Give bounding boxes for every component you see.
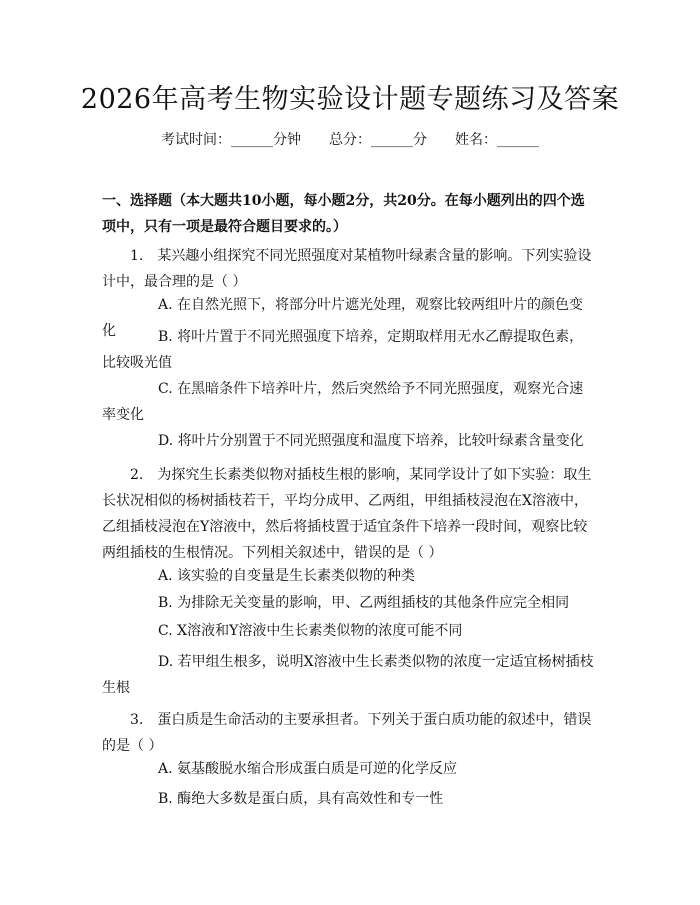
question-stem: 3. 蛋白质是生命活动的主要承担者。下列关于蛋白质功能的叙述中，错误的是（ ） [102,712,592,754]
question-2-option-a: A. 该实验的自变量是生长素类似物的种类 [158,568,416,584]
question-3-option-a: A. 氨基酸脱水缩合形成蛋白质是可逆的化学反应 [158,761,458,777]
question-1-option-b: B. 将叶片置于不同光照强度下培养，定期取样用无水乙醇提取色素，比较吸光值 [102,329,584,371]
question-2-option-b: B. 为排除无关变量的影响，甲、乙两组插枝的其他条件应完全相同 [158,595,570,611]
exam-time-field: 考试时间：______分钟 [161,132,301,148]
question-1-option-c: C. 在黑暗条件下培养叶片，然后突然给予不同光照强度，观察光合速率变化 [102,381,584,423]
section-heading-choice: 一、选择题（本大题共10小题，每小题2分，共20分。在每小题列出的四个选项中，只有一项是最符合题目要求的。） [102,193,585,235]
question-2-option-c: C. X溶液和Y溶液中生长素类似物的浓度可能不同 [158,623,463,639]
question-1 [102,243,594,295]
question-1-option-a: A. 在自然光照下，将部分叶片遮光处理，观察比较两组叶片的颜色变化 [102,297,584,339]
question-1-option-d: D. 将叶片分别置于不同光照强度和温度下培养，比较叶绿素含量变化 [158,433,584,449]
page-title: 2026年高考生物实验设计题专题练习及答案 [80,84,620,115]
exam-meta [0,128,700,152]
question-stem: 1. 某兴趣小组探究不同光照强度对某植物叶绿素含量的影响。下列实验设计中，最合理的是（ ） [102,248,592,290]
total-score-field: 总分：______分 [329,132,427,148]
question-3-option-b: B. 酶绝大多数是蛋白质，具有高效性和专一性 [158,791,444,807]
question-3 [102,707,594,759]
student-name-field: 姓名：______ [455,132,539,148]
question-2 [102,462,594,566]
question-2-option-d: D. 若甲组生根多，说明X溶液中生长素类似物的浓度一定适宜杨树插枝生根 [102,654,594,696]
question-stem: 2. 为探究生长素类似物对插枝生根的影响，某同学设计了如下实验：取生长状况相似的杨树插枝若干，平均分成甲、乙两组，甲组插枝浸泡在X溶液中，乙组插枝浸泡在Y溶液中，然后将插枝置于适宜条件下培养一段时间，观察比较两组插枝的生根情况。下列相关叙述中，错误的是（ ） [102,467,592,561]
